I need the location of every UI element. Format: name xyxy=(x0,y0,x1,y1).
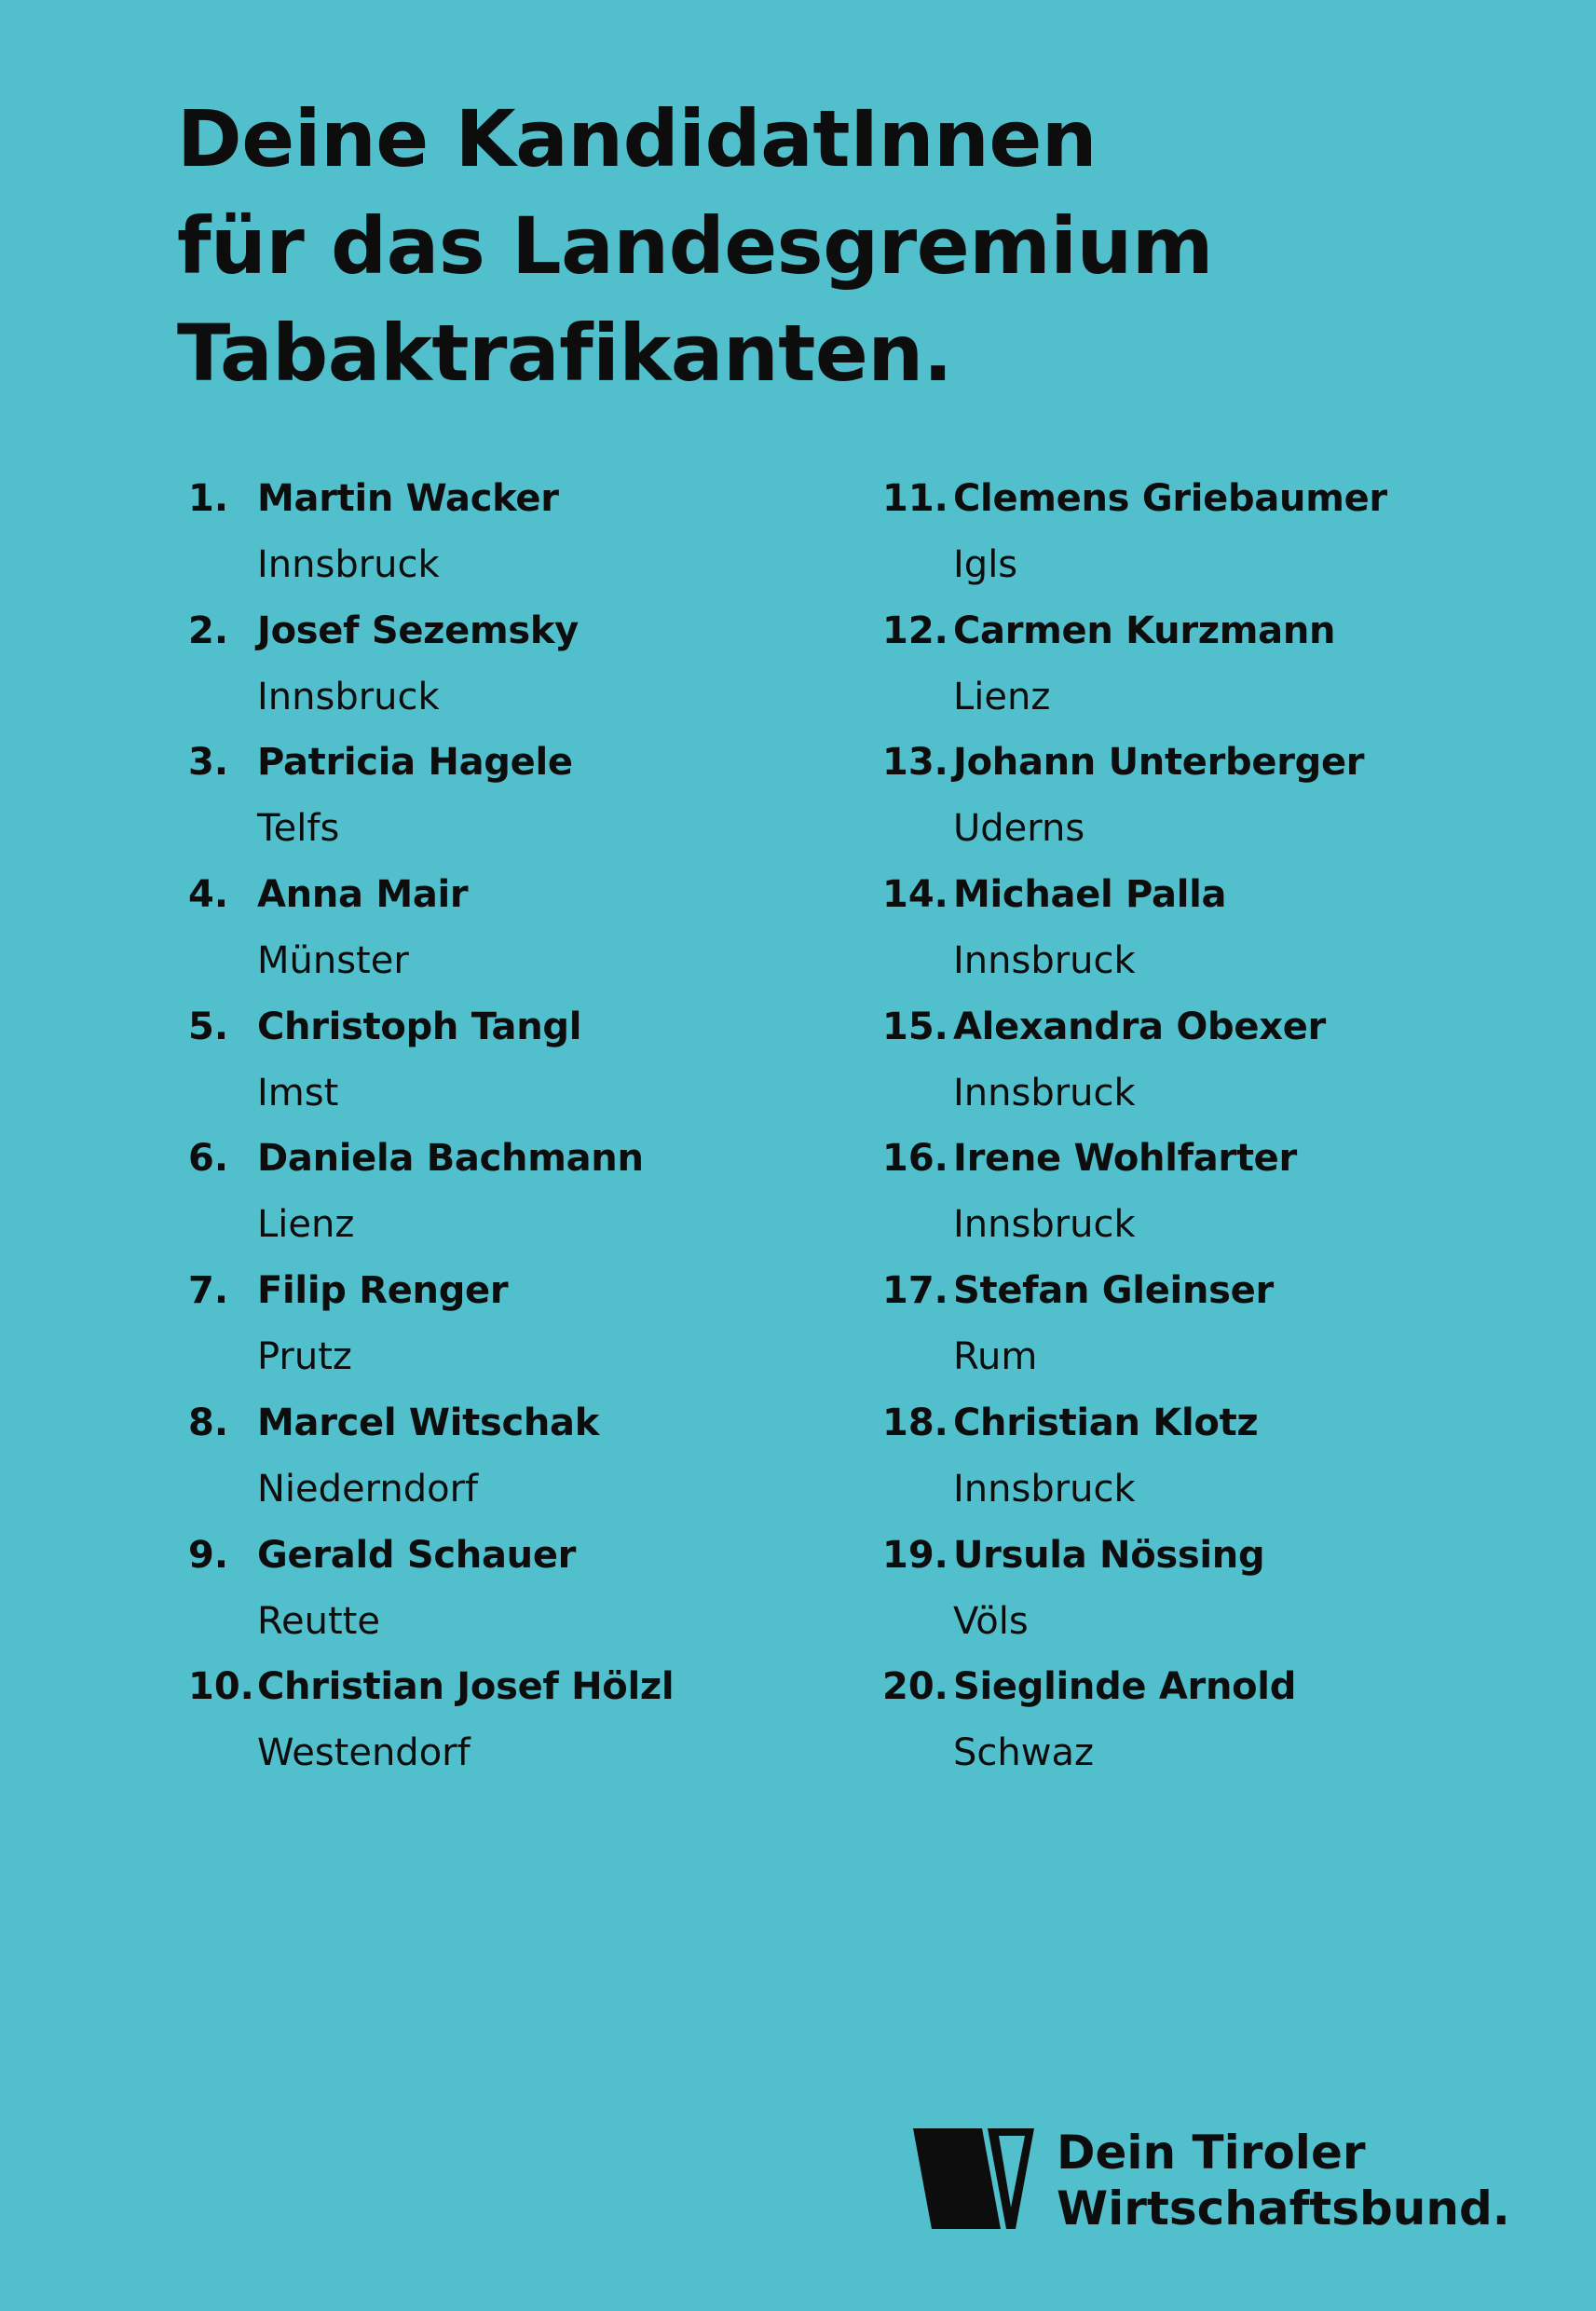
candidate-entry xyxy=(873,867,1525,999)
candidate-town: Münster xyxy=(257,939,409,983)
candidate-name: Johann Unterberger xyxy=(953,741,1365,785)
candidate-town: Telfs xyxy=(257,807,340,851)
candidate-town: Innsbruck xyxy=(953,1203,1136,1247)
candidate-number: 2. xyxy=(188,609,229,652)
wirtschaftsbund-w-logo-icon xyxy=(913,2128,1036,2233)
candidate-number: 3. xyxy=(188,741,229,785)
candidate-entry xyxy=(177,603,829,735)
candidate-town: Uderns xyxy=(953,807,1085,851)
candidate-town: Reutte xyxy=(257,1599,380,1643)
candidate-entry xyxy=(873,471,1525,603)
candidate-town: Innsbruck xyxy=(953,1071,1136,1114)
logo-line-2: Wirtschaftsbund. xyxy=(1057,2181,1510,2236)
candidate-entry xyxy=(177,1527,829,1660)
candidate-number: 17. xyxy=(882,1269,948,1313)
candidate-number: 1. xyxy=(188,477,229,520)
candidate-town: Innsbruck xyxy=(257,675,440,718)
candidate-town: Prutz xyxy=(257,1335,352,1379)
candidate-name: Carmen Kurzmann xyxy=(953,609,1336,652)
headline-line-3: Tabaktrafikanten. xyxy=(177,308,953,399)
candidate-entry xyxy=(873,1395,1525,1527)
candidate-name: Sieglinde Arnold xyxy=(953,1665,1297,1709)
candidate-number: 5. xyxy=(188,1005,229,1048)
candidate-name: Irene Wohlfarter xyxy=(953,1137,1297,1181)
candidate-number: 9. xyxy=(188,1533,229,1577)
candidate-number: 4. xyxy=(188,873,229,917)
logo-line-1: Dein Tiroler xyxy=(1057,2126,1366,2180)
candidate-entry xyxy=(873,1130,1525,1263)
page-title xyxy=(177,86,1213,407)
candidate-name: Anna Mair xyxy=(257,873,469,917)
candidate-town: Lienz xyxy=(953,675,1051,718)
candidate-entry xyxy=(177,734,829,867)
candidate-entry xyxy=(873,603,1525,735)
candidate-entry xyxy=(177,471,829,603)
candidate-name: Filip Renger xyxy=(257,1269,509,1313)
candidate-entry xyxy=(177,999,829,1131)
candidate-name: Clemens Griebaumer xyxy=(953,477,1387,520)
candidate-number: 6. xyxy=(188,1137,229,1181)
candidate-entry xyxy=(177,1659,829,1791)
candidate-number: 10. xyxy=(188,1665,254,1709)
candidate-name: Gerald Schauer xyxy=(257,1533,577,1577)
candidate-town: Schwaz xyxy=(953,1731,1094,1775)
candidate-town: Innsbruck xyxy=(953,1467,1136,1511)
candidate-name: Martin Wacker xyxy=(257,477,559,520)
candidate-number: 16. xyxy=(882,1137,948,1181)
candidate-number: 12. xyxy=(882,609,948,652)
candidate-number: 8. xyxy=(188,1401,229,1444)
candidate-name: Michael Palla xyxy=(953,873,1227,917)
headline-line-2: für das Landesgremium xyxy=(177,200,1213,292)
candidate-list-right xyxy=(873,471,1525,1791)
candidate-town: Igls xyxy=(953,543,1018,586)
candidate-town: Innsbruck xyxy=(953,939,1136,983)
candidate-town: Rum xyxy=(953,1335,1038,1379)
candidate-town: Völs xyxy=(953,1599,1029,1643)
candidate-entry xyxy=(177,1130,829,1263)
candidate-number: 18. xyxy=(882,1401,948,1444)
candidate-town: Imst xyxy=(257,1071,339,1114)
logo-text xyxy=(1057,2125,1510,2236)
candidate-town: Westendorf xyxy=(257,1731,471,1775)
candidate-number: 7. xyxy=(188,1269,229,1313)
candidate-name: Alexandra Obexer xyxy=(953,1005,1326,1048)
candidate-number: 19. xyxy=(882,1533,948,1577)
candidate-name: Josef Sezemsky xyxy=(257,609,579,652)
candidate-name: Ursula Nössing xyxy=(953,1533,1265,1577)
candidate-name: Christian Josef Hölzl xyxy=(257,1665,675,1709)
headline-line-1: Deine KandidatInnen xyxy=(177,93,1098,185)
candidate-name: Christian Klotz xyxy=(953,1401,1259,1444)
candidate-entry xyxy=(873,1527,1525,1660)
candidate-entry xyxy=(873,1263,1525,1395)
candidate-number: 13. xyxy=(882,741,948,785)
candidate-number: 14. xyxy=(882,873,948,917)
candidate-name: Marcel Witschak xyxy=(257,1401,600,1444)
candidate-name: Stefan Gleinser xyxy=(953,1269,1274,1313)
candidate-number: 11. xyxy=(882,477,948,520)
candidate-name: Daniela Bachmann xyxy=(257,1137,644,1181)
candidate-entry xyxy=(873,734,1525,867)
candidate-entry xyxy=(177,867,829,999)
candidate-name: Christoph Tangl xyxy=(257,1005,582,1048)
candidate-list-left xyxy=(177,471,829,1791)
candidate-number: 20. xyxy=(882,1665,948,1709)
candidate-entry xyxy=(873,1659,1525,1791)
candidate-entry xyxy=(177,1263,829,1395)
candidate-town: Innsbruck xyxy=(257,543,440,586)
candidate-town: Niederndorf xyxy=(257,1467,479,1511)
candidate-entry xyxy=(177,1395,829,1527)
candidate-entry xyxy=(873,999,1525,1131)
candidate-number: 15. xyxy=(882,1005,948,1048)
wirtschaftsbund-logo xyxy=(913,2125,1510,2236)
candidate-name: Patricia Hagele xyxy=(257,741,573,785)
candidate-town: Lienz xyxy=(257,1203,355,1247)
